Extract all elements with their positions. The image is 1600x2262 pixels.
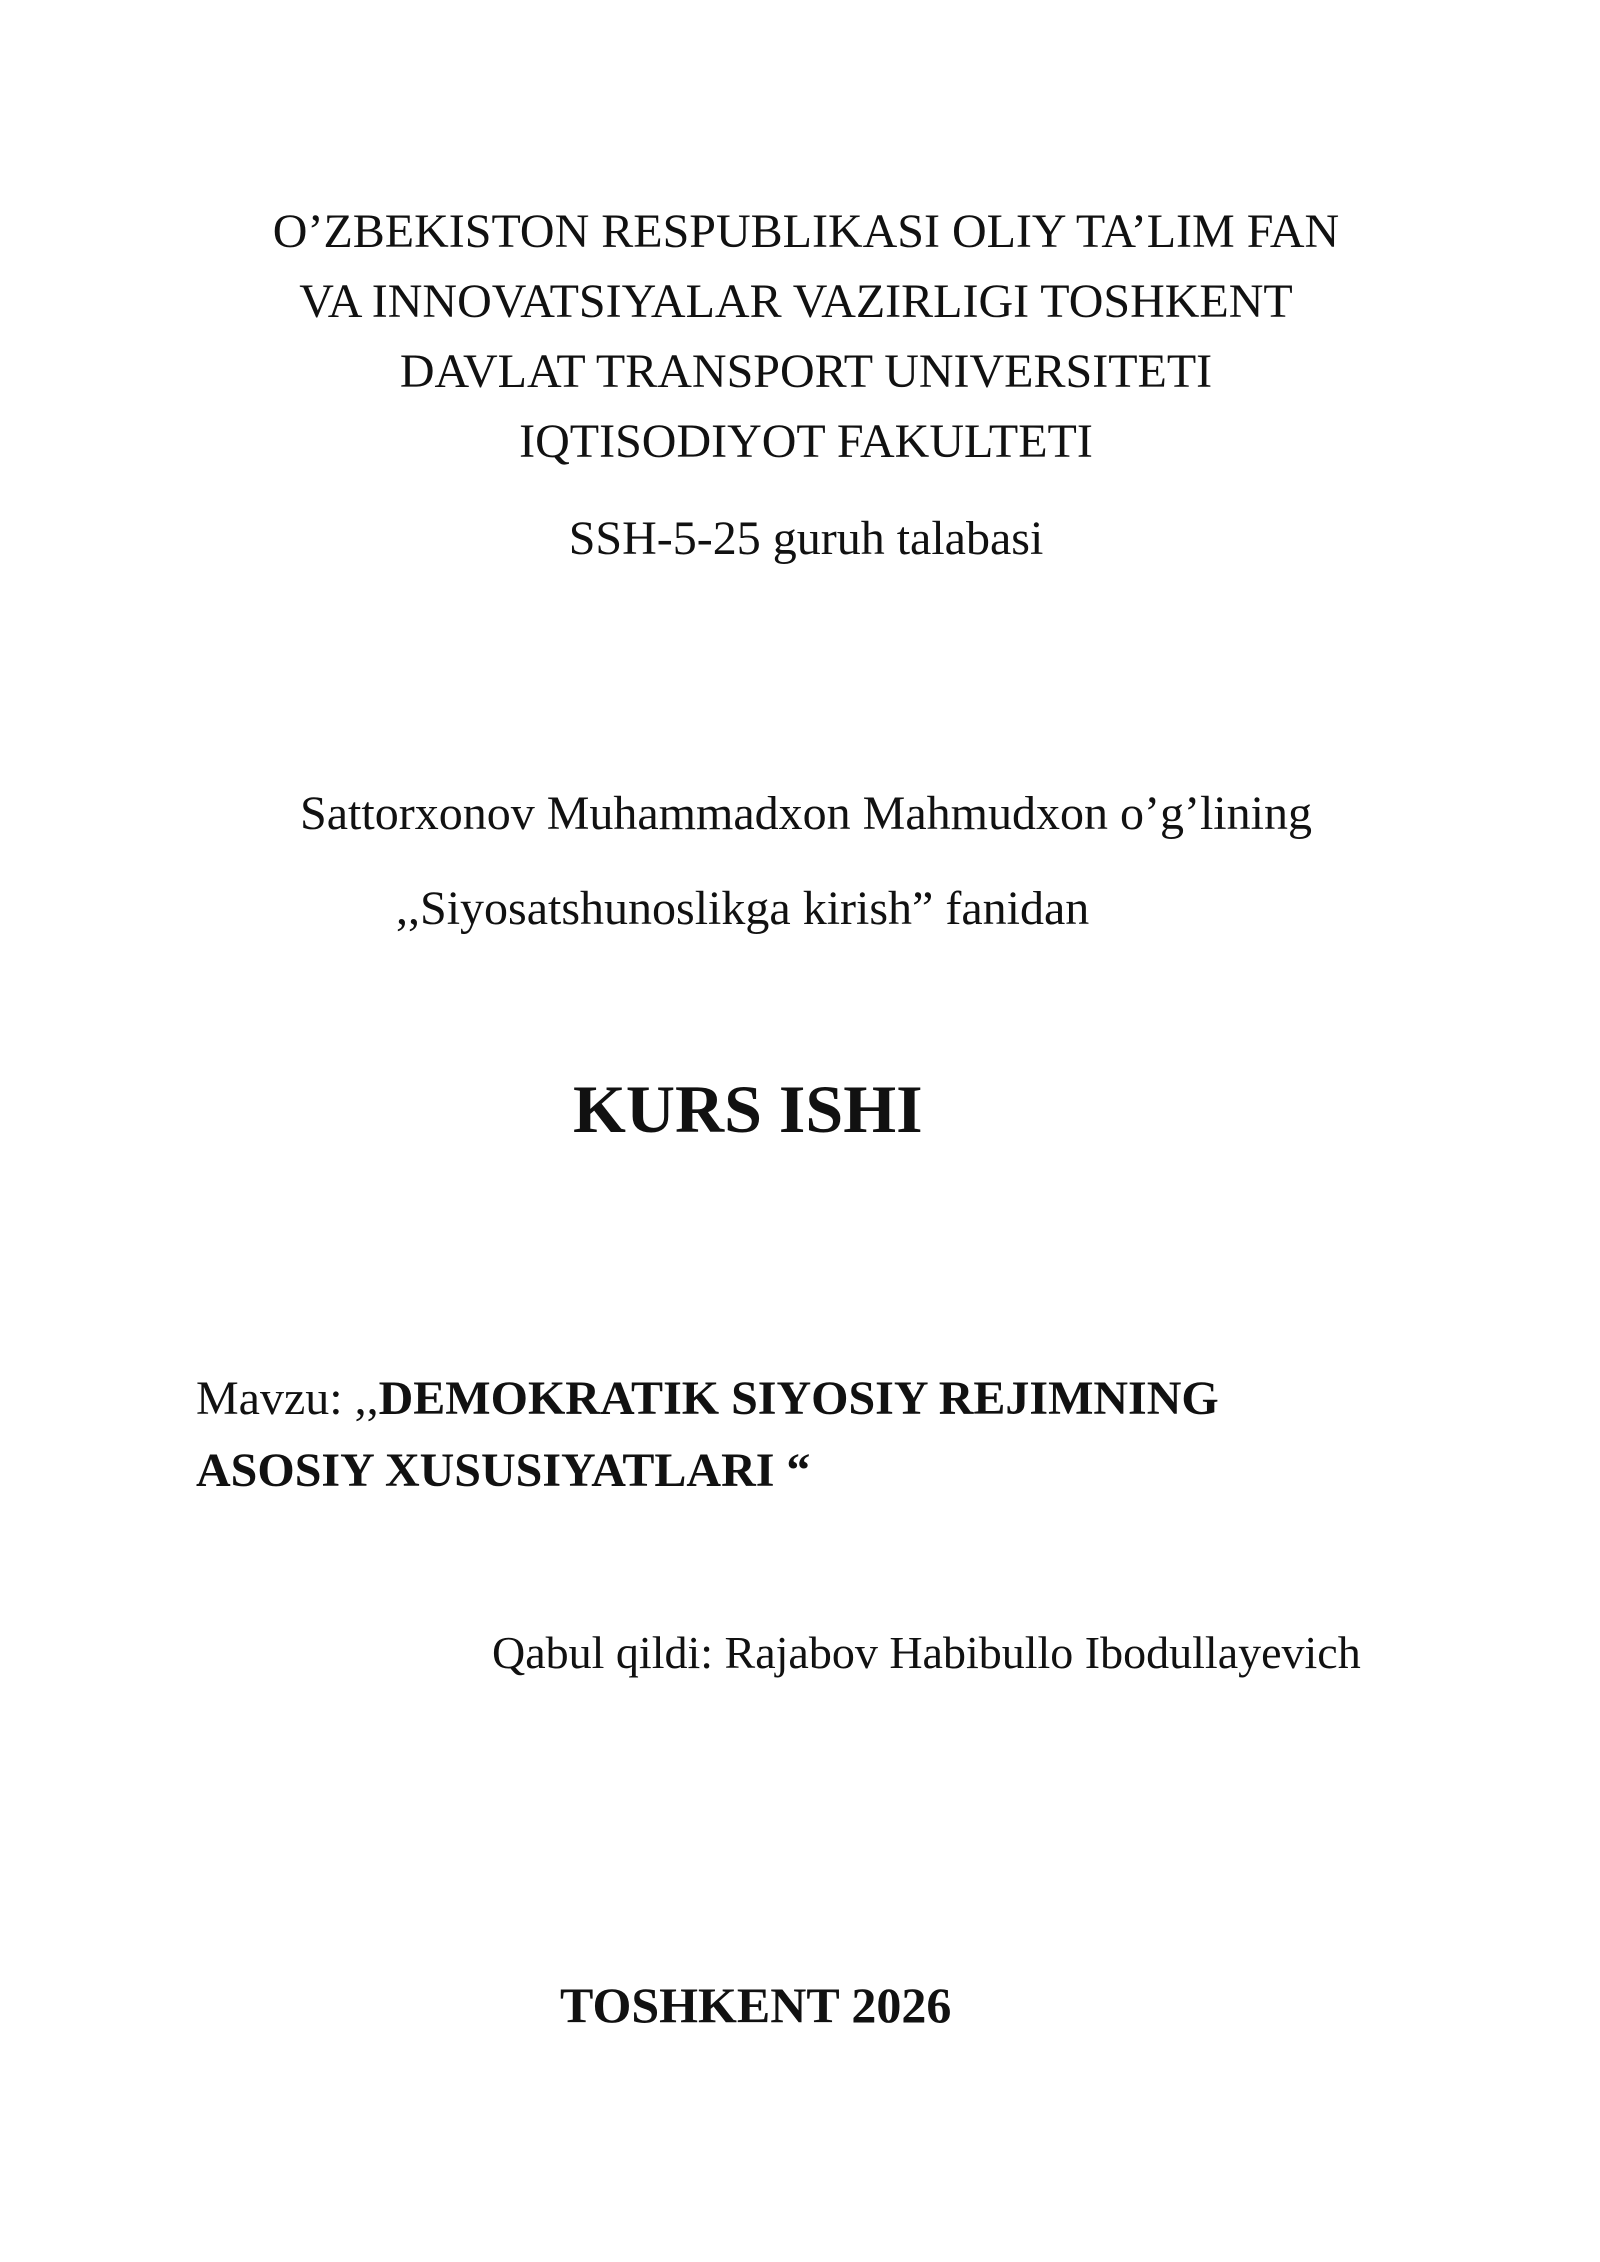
header-faculty-line: IQTISODIYOT FAKULTETI [519, 415, 1093, 468]
student-name: Sattorxonov Muhammadxon Mahmudxon o’g’lining [300, 787, 1312, 840]
footer-city-year: TOSHKENT 2026 [560, 1977, 952, 2033]
header-university-line: DAVLAT TRANSPORT UNIVERSITETI [399, 345, 1213, 398]
topic-text-2: ASOSIY XUSUSIYATLARI “ [196, 1444, 811, 1497]
topic-text-1: DEMOKRATIK SIYOSIY REJIMNING [378, 1372, 1219, 1425]
student-group: SSH-5-25 guruh talabasi [568, 512, 1044, 565]
document-title: KURS ISHI [573, 1071, 923, 1147]
header-ministry-line-2: VA INNOVATSIYALAR VAZIRLIGI TOSHKENT [299, 275, 1293, 328]
topic-line-1 [196, 1372, 1219, 1425]
subject-line: ,,Siyosatshunoslikga kirish” fanidan [396, 882, 1090, 935]
header-ministry-line-1: O’ZBEKISTON RESPUBLIKASI OLIY TA’LIM FAN [272, 205, 1340, 258]
accepted-by: Qabul qildi: Rajabov Habibullo Ibodullayevich [492, 1627, 1361, 1678]
topic-label: Mavzu: ,, [196, 1372, 379, 1425]
